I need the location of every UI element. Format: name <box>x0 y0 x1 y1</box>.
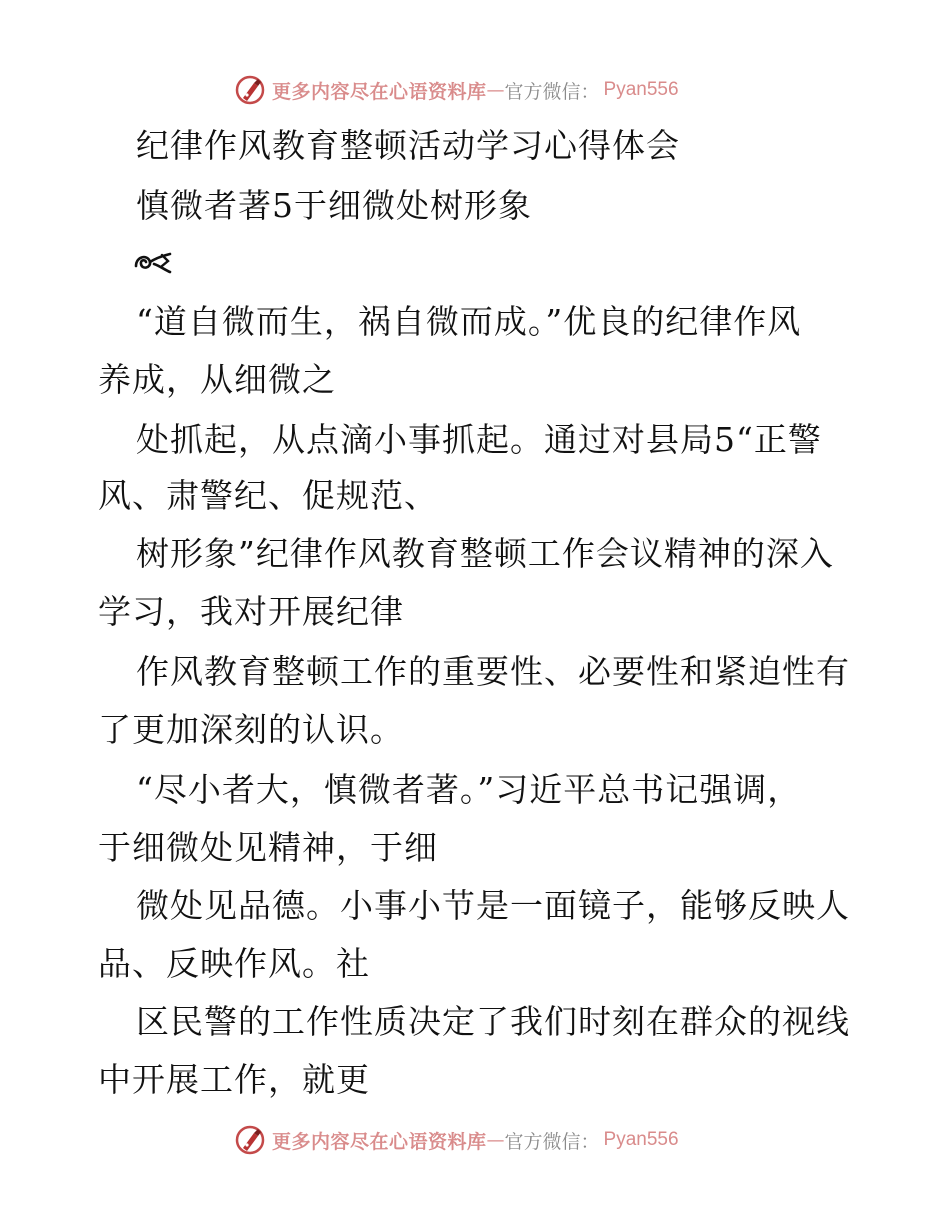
body-line: 作风教育整顿工作的重要性、必要性和紧迫性有 <box>136 652 850 691</box>
watermark-wechat-label: 官方微信： <box>504 80 600 103</box>
body-line: 风、肃警纪、促规范、 <box>98 476 438 515</box>
body-line: 树形象”纪律作风教育整顿工作会议精神的深入 <box>136 534 834 573</box>
body-line: “道自微而生，祸自微而成。”优良的纪律作风 <box>136 302 802 341</box>
watermark-wechat-id: Pyan556 <box>603 79 679 100</box>
watermark-dash: — <box>486 79 505 101</box>
pen-nib-logo-icon <box>234 74 266 106</box>
document-title: 纪律作风教育整顿活动学习心得体会 <box>136 126 680 165</box>
body-line: 中开展工作，就更 <box>98 1060 370 1099</box>
body-line: 学习，我对开展纪律 <box>98 592 404 631</box>
watermark-wechat-label: 官方微信： <box>504 1130 600 1153</box>
footer-watermark <box>234 1122 679 1158</box>
pen-nib-logo-icon <box>234 1124 266 1156</box>
body-line: 了更加深刻的认识。 <box>98 710 404 749</box>
body-line: “尽小者大，慎微者著。”习近平总书记强调， <box>136 770 802 809</box>
header-watermark <box>234 72 679 108</box>
body-line: 于细微处见精神，于细 <box>98 828 438 867</box>
watermark-text: 更多内容尽在心语资料库 <box>272 1130 487 1153</box>
document-subtitle: 慎微者著5于细微处树形象 <box>136 186 532 225</box>
body-line: 养成，从细微之 <box>98 360 336 399</box>
watermark-dash: — <box>486 1129 505 1151</box>
watermark-text: 更多内容尽在心语资料库 <box>272 80 487 103</box>
watermark-wechat-id: Pyan556 <box>603 1129 679 1150</box>
body-line: 区民警的工作性质决定了我们时刻在群众的视线 <box>136 1002 850 1041</box>
body-line: 微处见品德。小事小节是一面镜子，能够反映人 <box>136 886 850 925</box>
body-line: 品、反映作风。社 <box>98 944 370 983</box>
body-line: 处抓起，从点滴小事抓起。通过对县局5“正警 <box>136 420 822 459</box>
flourish-ornament-icon <box>132 246 174 276</box>
